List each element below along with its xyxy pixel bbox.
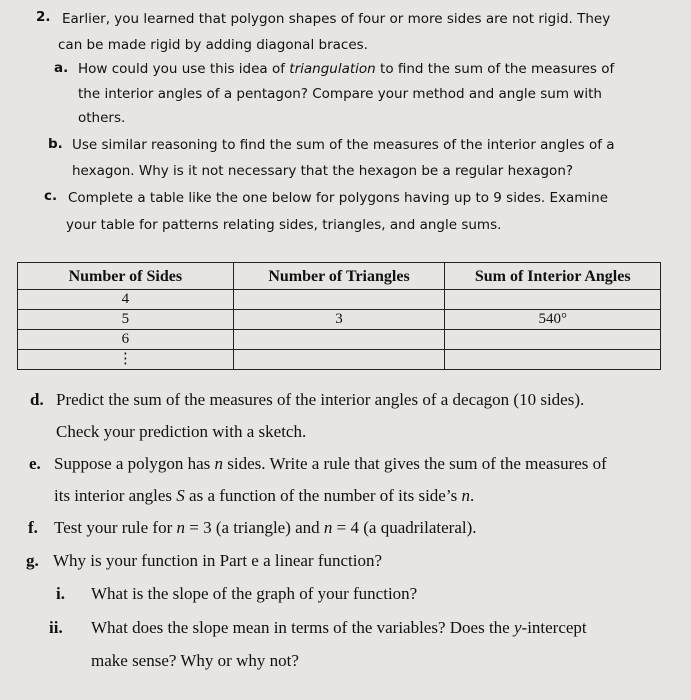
- part-d-line-2: Check your prediction with a sketch.: [56, 422, 307, 441]
- part-g-line: Why is your function in Part e a linear function?: [53, 551, 383, 570]
- part-e-text-2: its interior angles: [54, 486, 177, 505]
- cell-angle-sum: [445, 330, 661, 350]
- cell-sides: ⋮: [18, 350, 234, 370]
- part-f-text-2: = 3 (a triangle) and: [185, 518, 324, 537]
- part-e-text-3: as a function of the number of its side’s: [184, 486, 462, 505]
- part-d-label: d.: [30, 390, 44, 409]
- part-e-text-end: sides. Write a rule that gives the sum of the measures of: [223, 454, 607, 473]
- part-b-line-1: Use similar reasoning to find the sum of the measures of the interior angles of a: [72, 137, 615, 153]
- question-number: 2.: [36, 9, 51, 25]
- part-a-line-3: others.: [78, 110, 126, 126]
- variable-n: n: [461, 486, 470, 505]
- header-sides: Number of Sides: [18, 263, 234, 290]
- part-a-emphasis: triangulation: [289, 61, 376, 77]
- table-row: [18, 310, 661, 330]
- variable-n: n: [214, 454, 224, 473]
- variable-n: n: [323, 518, 333, 537]
- part-a-text-end: to find the sum of the measures of: [375, 61, 615, 77]
- cell-triangles: [233, 330, 445, 350]
- part-a-line-2: the interior angles of a pentagon? Compare your method and angle sum with: [78, 86, 602, 102]
- cell-sides: 6: [18, 330, 234, 350]
- part-f-line: [54, 518, 477, 538]
- part-g-ii-text-end: -intercept: [521, 618, 587, 637]
- table-row: [18, 290, 661, 310]
- table-row: [18, 330, 661, 350]
- part-b-line-2: hexagon. Why is it not necessary that the hexagon be a regular hexagon?: [72, 163, 574, 179]
- variable-s: S: [176, 486, 185, 505]
- part-e-text: Suppose a polygon has: [54, 454, 215, 473]
- part-g-i-line: What is the slope of the graph of your function?: [91, 584, 418, 603]
- cell-sides: 5: [18, 310, 234, 330]
- table-header-row: [18, 263, 661, 290]
- part-d-line-1: Predict the sum of the measures of the interior angles of a decagon (10 sides).: [56, 390, 585, 409]
- part-a-line-1: [78, 61, 614, 77]
- cell-angle-sum: [445, 350, 661, 370]
- part-f-label: f.: [28, 518, 38, 537]
- intro-line-2: can be made rigid by adding diagonal braces.: [58, 37, 368, 53]
- cell-sides: 4: [18, 290, 234, 310]
- intro-line-1: Earlier, you learned that polygon shapes of four or more sides are not rigid. They: [62, 11, 611, 27]
- part-a-text: How could you use this idea of: [78, 61, 290, 77]
- part-g-ii-label: ii.: [49, 618, 63, 637]
- part-g-label: g.: [26, 551, 39, 570]
- part-a-label: a.: [54, 60, 69, 76]
- part-g-ii-line-2: make sense? Why or why not?: [91, 651, 299, 670]
- part-b-label: b.: [48, 136, 63, 152]
- cell-triangles: 3: [233, 310, 445, 330]
- part-c-line-1: Complete a table like the one below for polygons having up to 9 sides. Examine: [68, 190, 608, 206]
- cell-angle-sum: 540°: [445, 310, 661, 330]
- part-c-line-2: your table for patterns relating sides, triangles, and angle sums.: [66, 217, 502, 233]
- polygon-table: [17, 262, 661, 370]
- part-e-line-2: [54, 486, 474, 506]
- table-row: [18, 350, 661, 370]
- cell-angle-sum: [445, 290, 661, 310]
- part-e-label: e.: [29, 454, 41, 473]
- part-f-text-3: = 4 (a quadrilateral).: [332, 518, 477, 537]
- part-g-ii-text: What does the slope mean in terms of the variables? Does the: [91, 618, 514, 637]
- part-g-ii-line-1: [91, 618, 587, 638]
- header-angle-sum: Sum of Interior Angles: [445, 263, 661, 290]
- cell-triangles: [233, 350, 445, 370]
- part-e-line-1: [54, 454, 607, 474]
- part-f-text: Test your rule for: [54, 518, 177, 537]
- header-triangles: Number of Triangles: [233, 263, 445, 290]
- part-e-period: .: [469, 486, 475, 505]
- part-c-label: c.: [44, 188, 58, 204]
- variable-y: y: [513, 618, 522, 637]
- variable-n: n: [176, 518, 185, 537]
- cell-triangles: [233, 290, 445, 310]
- part-g-i-label: i.: [56, 584, 65, 603]
